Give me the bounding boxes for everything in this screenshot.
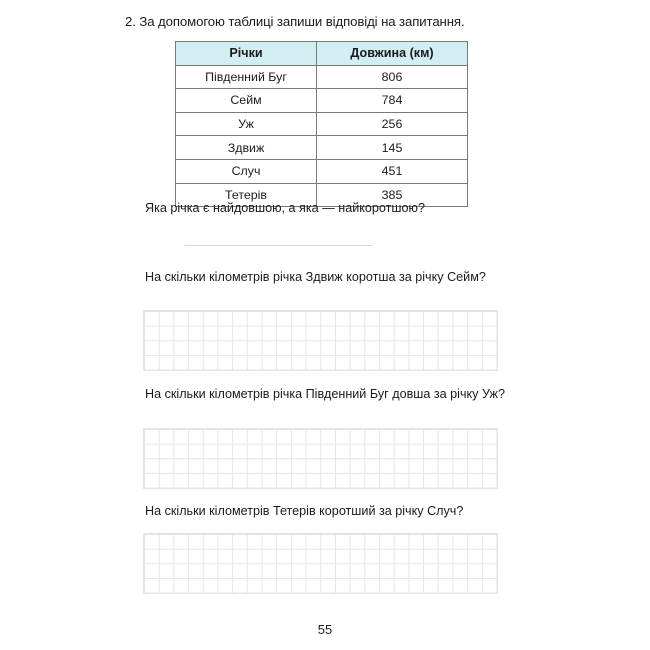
cell-river-length: 784 (317, 89, 468, 113)
task-heading: 2. За допомогою таблиці запиши відповіді на запитання. (125, 14, 465, 29)
cell-river-length: 145 (317, 136, 468, 160)
cell-river-length: 385 (317, 183, 468, 207)
answer-rule-line-1[interactable] (185, 245, 372, 246)
cell-river-name: Уж (176, 112, 317, 136)
answer-grid-3[interactable] (143, 533, 498, 594)
table-row (176, 89, 468, 113)
cell-river-length: 256 (317, 112, 468, 136)
page-number: 55 (317, 622, 333, 637)
table-row (176, 65, 468, 89)
rivers-table (175, 41, 468, 207)
answer-grid-2[interactable] (143, 428, 498, 489)
table-row (176, 159, 468, 183)
cell-river-name: Случ (176, 159, 317, 183)
cell-river-name: Південний Буг (176, 65, 317, 89)
column-header-length: Довжина (км) (317, 42, 468, 66)
cell-river-length: 806 (317, 65, 468, 89)
question-3-text: На скільки кілометрів річка Південний Буг довша за річку Уж? (145, 387, 505, 401)
cell-river-name: Здвиж (176, 136, 317, 160)
table-body (176, 65, 468, 207)
cell-river-name: Тетерів (176, 183, 317, 207)
question-1-text: Яка річка є найдовшою, а яка — найкоротшою? (145, 201, 425, 215)
column-header-river: Річки (176, 42, 317, 66)
table-row (176, 136, 468, 160)
table-header-row (176, 42, 468, 66)
table-header (176, 42, 468, 66)
table-row (176, 112, 468, 136)
question-2-text: На скільки кілометрів річка Здвиж коротша за річку Сейм? (145, 270, 486, 284)
question-4-text: На скільки кілометрів Тетерів коротший за річку Случ? (145, 504, 464, 518)
cell-river-name: Сейм (176, 89, 317, 113)
cell-river-length: 451 (317, 159, 468, 183)
answer-grid-1[interactable] (143, 310, 498, 371)
